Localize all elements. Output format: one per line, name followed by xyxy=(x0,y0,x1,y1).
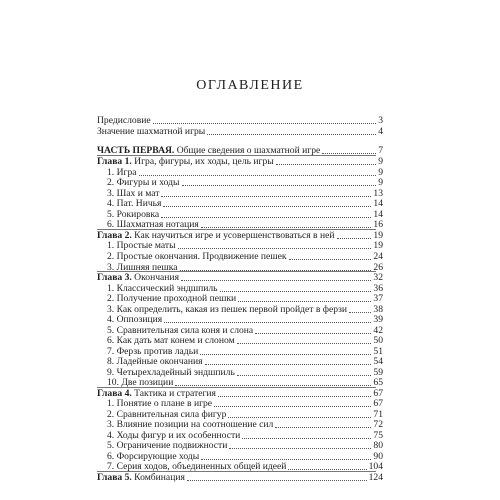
toc-section-heading-row xyxy=(97,472,383,483)
dot-leader xyxy=(200,354,371,355)
toc-entry-text: 3. Как определить, какая из пешек первой пройдет в ферзи xyxy=(107,304,348,315)
toc-entry-row xyxy=(107,356,383,367)
dot-leader xyxy=(237,375,372,376)
toc-entry-label xyxy=(107,177,180,188)
toc-entry-text: 5. Сравнительная сила коня и слона xyxy=(107,325,254,336)
toc-section-heading-row xyxy=(97,156,383,167)
toc-entry-text: 3. Шах и мат xyxy=(107,188,160,199)
toc-entry-text: 1. Простые маты xyxy=(107,240,176,251)
toc-entry-row xyxy=(107,198,383,209)
toc-entry-label xyxy=(107,314,162,325)
toc-page-number: 36 xyxy=(373,283,383,294)
toc-entry-label xyxy=(97,126,205,137)
toc-entry-label xyxy=(97,115,151,126)
toc-page-number: 19 xyxy=(373,240,383,251)
toc-entry-label xyxy=(107,240,176,251)
toc-entry-text: 6. Как дать мат конем и слоном xyxy=(107,335,235,346)
dot-leader xyxy=(228,417,371,418)
dot-leader xyxy=(349,312,371,313)
toc-page-number: 9 xyxy=(378,167,383,178)
section-divider xyxy=(97,229,376,230)
toc-entry-row xyxy=(107,240,383,251)
section-divider xyxy=(97,387,376,388)
toc-section-heading-row xyxy=(97,272,383,283)
toc-entry-label xyxy=(97,156,274,167)
toc-entry-text: 6. Форсирующие ходы xyxy=(107,451,200,462)
dot-leader xyxy=(181,280,371,281)
toc-entry-text: 1. Понятие о плане в игре xyxy=(107,398,213,409)
toc-entry-row xyxy=(107,314,383,325)
dot-leader xyxy=(337,238,372,239)
toc-entry-text: 10. Две позиции xyxy=(107,377,174,388)
toc-page-number: 4 xyxy=(378,126,383,137)
dot-leader xyxy=(275,427,371,428)
dot-leader xyxy=(276,164,377,165)
toc-entry-text: 4. Пат. Ничья xyxy=(107,198,162,209)
toc-entry-text: Игра, фигуры, их ходы, цель игры xyxy=(131,156,274,167)
dot-leader xyxy=(182,185,377,186)
toc-page-number: 71 xyxy=(373,409,383,420)
toc-entry-text: 3. Лишняя пешка xyxy=(107,262,178,273)
toc-page-number: 14 xyxy=(373,209,383,220)
toc-entry-text: 6. Шахматная нотация xyxy=(107,219,199,230)
toc-entry-label xyxy=(107,293,236,304)
toc-entry-text: 1. Классический эндшпиль xyxy=(107,283,218,294)
dot-leader xyxy=(175,385,371,386)
toc-entry-text: Общие сведения о шахматной игре xyxy=(174,145,321,156)
toc-page-number: 37 xyxy=(373,293,383,304)
toc-entry-row xyxy=(107,419,383,430)
toc-entry-text: 2. Сравнительная сила фигур xyxy=(107,409,227,420)
section-divider xyxy=(97,471,376,472)
toc-entry-text: 9. Четырехладейный эндшпиль xyxy=(107,367,235,378)
toc-page-number: 38 xyxy=(373,304,383,315)
toc-entry-text: 7. Ферзь против ладьи xyxy=(107,346,199,357)
toc-entry-text: Комбинация xyxy=(131,472,185,483)
toc-page-number: 67 xyxy=(373,398,383,409)
toc-heading-label: Глава 3. xyxy=(97,272,132,283)
toc-heading-label: Глава 1. xyxy=(97,156,132,167)
toc-entry-label xyxy=(107,398,212,409)
toc-entry-row xyxy=(107,398,383,409)
toc-entry-label xyxy=(107,356,203,367)
dot-leader xyxy=(242,438,371,439)
section-divider xyxy=(97,155,376,156)
toc-entry-text: 8. Ладейные окончания xyxy=(107,356,203,367)
dot-leader xyxy=(237,343,372,344)
toc-page-number: 72 xyxy=(373,419,383,430)
dot-leader xyxy=(161,217,371,218)
toc-page-number: 26 xyxy=(373,262,383,273)
toc-page-number: 19 xyxy=(373,230,383,241)
toc-page-number: 124 xyxy=(368,472,383,483)
dot-leader xyxy=(187,480,367,481)
toc-entry-text: 5. Ограничение подвижности xyxy=(107,440,228,451)
toc-page-number: 54 xyxy=(373,356,383,367)
toc-entry-text: Окончания xyxy=(131,272,179,283)
toc-page-number: 32 xyxy=(373,272,383,283)
dot-leader xyxy=(161,196,371,197)
dot-leader xyxy=(214,406,371,407)
toc-page-number: 51 xyxy=(373,346,383,357)
toc-entry-row xyxy=(107,293,383,304)
dot-leader xyxy=(163,206,371,207)
toc-entry-row xyxy=(107,251,383,262)
section-divider xyxy=(97,271,376,272)
toc-page-number: 13 xyxy=(373,188,383,199)
dot-leader xyxy=(255,333,371,334)
toc-entry-row xyxy=(107,440,383,451)
toc-page-number: 75 xyxy=(373,430,383,441)
toc-entry-row xyxy=(97,115,383,126)
dot-leader xyxy=(289,259,372,260)
dot-leader xyxy=(205,364,372,365)
dot-leader xyxy=(139,175,377,176)
dot-leader xyxy=(153,123,377,124)
toc-entry-text: Предисловие xyxy=(97,115,151,126)
toc-page-number: 65 xyxy=(373,377,383,388)
toc-entry-label xyxy=(97,272,179,283)
toc-heading-label: Глава 5. xyxy=(97,472,132,483)
toc-entry-text: 2. Получение проходной пешки xyxy=(107,293,237,304)
toc-entry-label xyxy=(107,440,227,451)
dot-leader xyxy=(207,134,376,135)
toc-page-number: 90 xyxy=(373,451,383,462)
toc-page-number: 9 xyxy=(378,156,383,167)
toc-entry-label xyxy=(107,335,235,346)
toc-entry-text: 4. Ходы фигур и их особенности xyxy=(107,430,241,441)
toc-entry-row xyxy=(107,335,383,346)
dot-leader xyxy=(288,469,366,470)
toc-entry-text: 5. Рокировка xyxy=(107,209,160,220)
toc-entry-row xyxy=(107,177,383,188)
toc-page-number: 39 xyxy=(373,314,383,325)
dot-leader xyxy=(164,322,371,323)
toc-page-number: 7 xyxy=(378,145,383,156)
toc-page-number: 59 xyxy=(373,367,383,378)
toc-page-number: 3 xyxy=(378,115,383,126)
toc-heading-label: Глава 2. xyxy=(97,230,132,241)
toc-page-number: 42 xyxy=(373,325,383,336)
toc-entry-label xyxy=(107,251,287,262)
toc-entry-text: 4. Оппозиция xyxy=(107,314,163,325)
dot-leader xyxy=(201,459,371,460)
toc-heading-label: Глава 4. xyxy=(97,388,132,399)
toc-page-number: 67 xyxy=(373,388,383,399)
toc-entry-label xyxy=(107,419,273,430)
toc-page-number: 104 xyxy=(368,461,383,472)
toc-page-number: 80 xyxy=(373,440,383,451)
dot-leader xyxy=(229,448,371,449)
toc-entry-label xyxy=(107,198,161,209)
toc-page-number: 50 xyxy=(373,335,383,346)
toc-entry-label xyxy=(97,472,185,483)
page-title: ОГЛАВЛЕНИЕ xyxy=(196,78,304,93)
toc-entry-row xyxy=(97,126,383,137)
toc-entry-text: 1. Игра xyxy=(107,167,137,178)
dot-leader xyxy=(238,301,371,302)
dot-leader xyxy=(201,227,372,228)
dot-leader xyxy=(322,153,376,154)
toc-page-number: 14 xyxy=(373,198,383,209)
toc-entry-text: Значение шахматной игры xyxy=(97,126,206,137)
toc-entry-text: 2. Фигуры и ходы xyxy=(107,177,180,188)
dot-leader xyxy=(220,291,372,292)
toc-page-number: 24 xyxy=(373,251,383,262)
toc-entry-text: 3. Влияние позиции на соотношение сил xyxy=(107,419,274,430)
toc-page-number: 16 xyxy=(373,219,383,230)
toc-heading-label: ЧАСТЬ ПЕРВАЯ. xyxy=(97,145,175,156)
toc-entry-text: 2. Простые окончания. Продвижение пешек xyxy=(107,251,287,262)
dot-leader xyxy=(178,248,372,249)
toc-entry-text: Тактика и стратегия xyxy=(131,388,216,399)
dot-leader xyxy=(218,396,371,397)
toc-page-number: 9 xyxy=(378,177,383,188)
toc-entry-text: 7. Серия ходов, объединенных общей идеей xyxy=(107,461,287,472)
toc-entry-text: Как научиться игре и усовершенствоваться в ней xyxy=(131,230,335,241)
